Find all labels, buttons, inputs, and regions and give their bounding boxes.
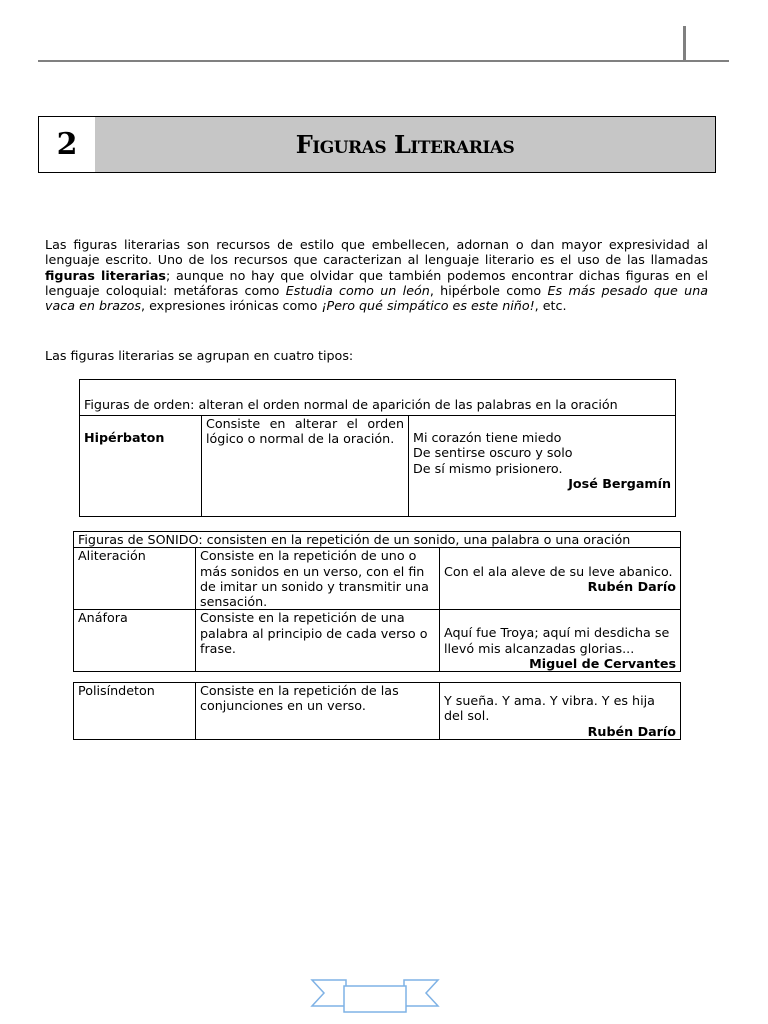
table-row [74, 548, 681, 610]
figure-description: Consiste en alterar el orden lógico o normal de la oración. [202, 416, 409, 517]
header-tick [683, 26, 686, 60]
figure-name: Hipérbaton [80, 416, 202, 517]
figure-description: Consiste en la repetición de uno o más sonidos en un verso, con el fin de imitar un sonido y transmitir una sensación. [196, 548, 440, 610]
intro-example: Es más pesado que una vaca en brazos [45, 282, 709, 314]
sonido-table [73, 531, 681, 672]
intro-bold: figuras literarias [45, 267, 166, 283]
example-author: José Bergamín [568, 475, 671, 491]
figure-name: Anáfora [74, 610, 196, 672]
intro-paragraph [45, 237, 708, 313]
intro-example: Estudia como un león [285, 282, 430, 298]
figure-name: Polisíndeton [74, 683, 196, 740]
figure-description: Consiste en la repetición de las conjunciones en un verso. [196, 683, 440, 740]
example-text: Aquí fue Troya; aquí mi desdicha se llevó mis alcanzadas glorias... [444, 625, 670, 656]
example-text: Y sueña. Y ama. Y vibra. Y es hija del sol. [444, 693, 655, 724]
orden-header: Figuras de orden: alteran el orden normal de aparición de las palabras en la oración [80, 380, 676, 416]
intro-text: ; aunque no hay que olvidar que también podemos encontrar dichas figuras en el lenguaje coloquial: metáforas como [45, 267, 708, 298]
header-rule [38, 60, 729, 62]
figure-example [409, 416, 676, 517]
example-text: Con el ala aleve de su leve abanico. [444, 563, 673, 579]
example-author: Rubén Darío [587, 723, 676, 739]
table-row [80, 416, 676, 517]
figure-example [440, 548, 681, 610]
verse-line: De sí mismo prisionero. [413, 460, 563, 476]
intro-text: Las figuras literarias son recursos de estilo que embellecen, adornan o dan mayor expresividad al lenguaje escrito. Uno de los recursos que caracterizan al lenguaje literario es el uso de las llamadas [45, 237, 708, 268]
figure-name: Aliteración [74, 548, 196, 610]
orden-table [79, 379, 676, 517]
figure-example [440, 683, 681, 740]
ribbon-banner-icon [310, 976, 440, 1014]
figure-description: Consiste en la repetición de una palabra al principio de cada verso o frase. [196, 610, 440, 672]
lead-sentence: Las figuras literarias se agrupan en cuatro tipos: [45, 348, 354, 363]
intro-text: , etc. [534, 298, 567, 314]
polisindeton-table [73, 682, 681, 740]
table-row [74, 610, 681, 672]
example-author: Rubén Darío [587, 578, 676, 594]
table-row [74, 683, 681, 740]
verse-line: Mi corazón tiene miedo [413, 430, 562, 445]
figure-example [440, 610, 681, 672]
intro-text: , hipérbole como [429, 282, 548, 298]
intro-text: , expresiones irónicas como [141, 298, 322, 314]
title-band [95, 116, 716, 173]
chapter-number: 2 [38, 116, 96, 173]
verse-line: De sentirse oscuro y solo [413, 445, 573, 461]
page-title: Figuras Literarias [295, 130, 515, 159]
example-author: Miguel de Cervantes [529, 656, 676, 672]
sonido-header: Figuras de SONIDO: consisten en la repetición de un sonido, una palabra o una oración [74, 532, 681, 548]
intro-example: ¡Pero qué simpático es este niño! [321, 298, 535, 314]
